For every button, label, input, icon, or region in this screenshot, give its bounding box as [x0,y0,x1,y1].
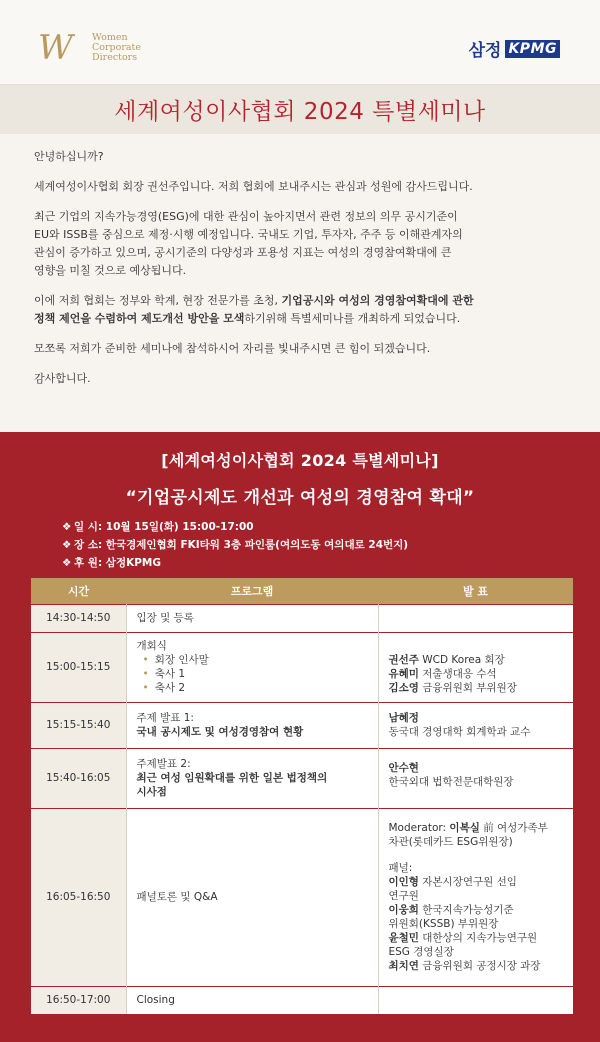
table-row [31,808,573,986]
speaker-name: 최치연 [388,960,419,972]
speaker-name: 남혜정 [388,712,419,724]
row-time: 15:40-16:05 [31,748,126,808]
page-title: 세계여성이사협회 2024 특별세미나 [114,99,486,125]
bullet-icon: • [142,654,149,666]
greeting: 안녕하십니까? [34,150,104,163]
program-title: 주제발표 2: [136,758,191,770]
context-line: 영향을 미칠 것으로 예상됩니다. [34,264,187,277]
bullet-list [143,653,378,695]
table-row [31,748,573,808]
event-section [0,432,600,1042]
speaker-name: 이웅희 [388,904,419,916]
purpose-text: 이에 저희 협회는 정부와 학계, 현장 전문가를 초청, [34,294,282,307]
program-topic: 최근 여성 임원확대를 위한 일본 법정책의 [136,772,328,784]
request-paragraph: 모쪼록 저희가 준비한 세미나에 참석하시어 자리를 빛내주시면 큰 힘이 되겠습니다. [34,342,431,355]
event-info [62,518,600,572]
speaker-role: ESG 경영실장 [388,946,454,958]
context-line: 최근 기업의 지속가능경영(ESG)에 대한 관심이 높아지면서 관련 정보의 의무 공시기준이 [34,210,458,223]
row-program: Closing [126,986,378,1014]
speaker-role: 자본시장연구원 선임 [418,876,517,888]
spacer [389,849,570,861]
moderator [389,821,570,835]
speaker-role: 한국외대 법학전문대학원장 [388,775,514,788]
closing: 감사합니다. [34,372,91,385]
event-sponsor-text: 후 원: 삼정KPMG [74,557,161,569]
context-line: EU와 ISSB를 중심으로 제정·시행 예정입니다. 국내도 기업, 투자자, 주주 등 이해관계자의 [34,228,463,241]
list-item [143,681,378,695]
speaker-name: 유혜미 [388,668,419,680]
speaker [389,667,574,681]
purpose-bold: 기업공시와 여성의 경영참여확대에 관한 [281,294,474,307]
moderator-label: Moderator: [388,822,450,834]
wcd-line-1: Women [92,32,128,43]
speaker-role: 前 여성가족부 [479,822,548,834]
wcd-logo-text [92,33,141,63]
panelist [389,931,570,945]
bullet-icon: • [142,682,149,694]
intro-paragraph: 세계여성이사협회 회장 권선주입니다. 저희 협회에 보내주시는 관심과 성원에 감사드립니다. [34,180,473,193]
diamond-icon: ❖ [62,557,72,569]
event-sponsor [62,554,600,572]
program-title: 주제 발표 1: [136,712,194,724]
row-speaker [378,702,573,748]
program-topic: 국내 공시제도 및 여성경영참여 현황 [136,726,304,738]
speaker-role: WCD Korea 회장 [422,654,505,666]
speaker-name: 윤철민 [388,932,419,944]
program-topic: 시사점 [136,786,167,798]
list-item [143,667,378,681]
header-program: 프로그램 [126,578,378,604]
wcd-logo [38,28,141,68]
panelist [389,959,570,973]
speaker-role: 저출생대응 수석 [422,668,497,680]
table-header-row [31,578,573,604]
speaker [389,681,574,695]
list-item-text: 축사 1 [154,668,186,680]
row-program: 패널토론 및 Q&A [126,808,378,986]
panelist [389,903,570,917]
row-speaker [378,748,573,808]
panel-label: 패널: [388,862,413,874]
speaker-role: 동국대 경영대학 회계학과 교수 [388,726,531,738]
list-item-text: 축사 2 [154,682,186,694]
list-item [143,653,378,667]
context-line: 관심이 증가하고 있으며, 공시기준의 다양성과 포용성 지표는 여성의 경영참여확대에 큰 [34,246,452,259]
invitation-letter [0,134,600,388]
speaker-role: 금융위원회 부위원장 [422,682,517,694]
row-program [126,702,378,748]
diamond-icon: ❖ [62,521,72,533]
speaker-role: 연구원 [388,890,419,902]
bullet-icon: • [142,668,149,680]
event-date [62,518,600,536]
event-date-text: 일 시: 10월 15일(화) 15:00-17:00 [74,521,254,533]
header-time: 시간 [31,578,126,604]
wcd-line-3: Directors [92,52,138,63]
wcd-line-2: Corporate [92,42,141,53]
row-program [126,748,378,808]
speaker-role: 차관(롯데카드 ESG위원장) [388,836,513,848]
list-item-text: 회장 인사말 [154,654,209,666]
samjong-text: 삼정 [468,41,502,61]
speaker-role: 위원회(KSSB) 부위원장 [388,918,499,930]
event-place [62,536,600,554]
speaker-name: 이인형 [388,876,419,888]
purpose-bold: 정책 제언을 수렴하여 제도개선 방안을 모색 [34,312,245,325]
speaker-role: 대한상의 지속가능연구원 [418,932,538,944]
row-speaker [378,604,573,632]
program-title: 개회식 [136,640,167,652]
speaker-name: 김소영 [388,682,419,694]
schedule-table [31,578,573,1014]
event-title: [세계여성이사협회 2024 특별세미나] [161,451,439,470]
speaker-name: 권선주 [388,654,419,666]
speaker-name: 이복실 [449,822,480,834]
event-subtitle: “기업공시제도 개선과 여성의 경영참여 확대” [125,488,475,508]
header [0,0,600,84]
row-time: 15:00-15:15 [31,632,126,702]
samjong-kpmg-logo [469,36,560,61]
purpose-paragraph [34,292,560,328]
table-row [31,702,573,748]
speaker-name: 안수현 [388,761,419,774]
table-row [31,986,573,1014]
row-speaker [378,986,573,1014]
row-speaker [378,808,573,986]
row-time: 15:15-15:40 [31,702,126,748]
kpmg-text: KPMG [505,40,560,58]
speaker [389,653,574,667]
event-place-text: 장 소: 한국경제인협회 FKI타워 3층 파인룸(여의도동 여의대로 24번지) [74,539,409,551]
row-speaker [378,632,573,702]
row-program [126,632,378,702]
header-speaker: 발 표 [378,578,573,604]
row-time: 16:50-17:00 [31,986,126,1014]
context-paragraph [34,208,560,280]
purpose-text: 하기위해 특별세미나를 개최하게 되었습니다. [244,312,461,325]
table-row [31,632,573,702]
panelist [389,875,570,889]
speaker-role: 한국지속가능성기준 [418,904,514,916]
speaker-role: 금융위원회 공정시장 과장 [418,960,541,972]
diamond-icon: ❖ [62,539,72,551]
row-time: 14:30-14:50 [31,604,126,632]
wcd-mark-icon: W [38,28,73,68]
row-time: 16:05-16:50 [31,808,126,986]
title-band [0,84,600,134]
row-program: 입장 및 등록 [126,604,378,632]
table-row [31,604,573,632]
